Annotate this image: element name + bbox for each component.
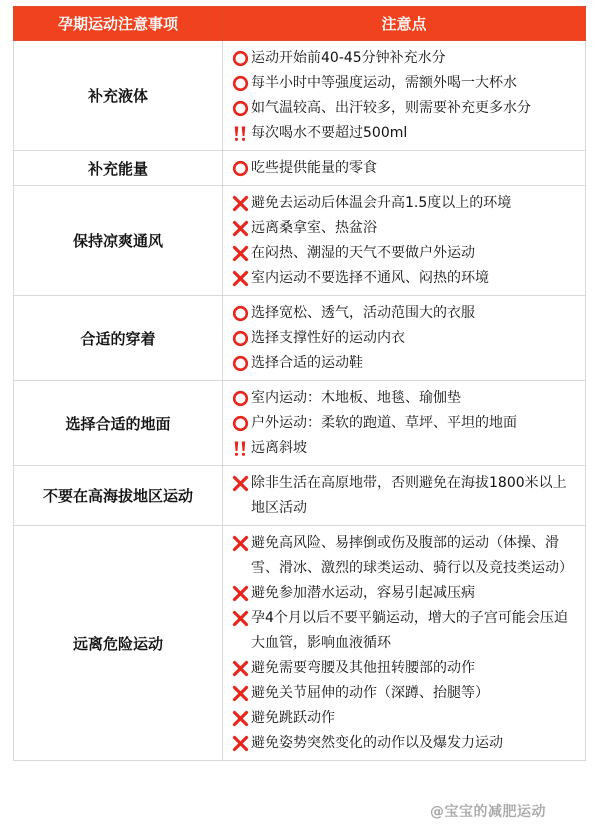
row-topic: 合适的穿着 (14, 296, 223, 381)
double-exclamation-icon (231, 436, 250, 461)
table-row (14, 466, 586, 526)
note-text: 运动开始前40-45分钟补充水分 (251, 50, 446, 66)
table-row (14, 151, 586, 186)
row-topic: 不要在高海拔地区运动 (14, 466, 223, 526)
note-item (231, 216, 577, 241)
note-text: 远离桑拿室、热盆浴 (251, 220, 377, 236)
row-topic: 补充液体 (14, 41, 223, 151)
note-text: 如气温较高、出汗较多，则需要补充更多水分 (251, 100, 531, 116)
note-item (231, 581, 577, 606)
note-text: 室内运动不要选择不通风、闷热的环境 (251, 270, 489, 286)
note-text: 在闷热、潮湿的天气不要做户外运动 (251, 245, 475, 261)
note-item (231, 656, 577, 681)
header-topic: 孕期运动注意事项 (14, 7, 223, 41)
note-item (231, 411, 577, 436)
table-row (14, 186, 586, 296)
circle-check-icon (231, 411, 250, 436)
note-text: 避免跳跃动作 (251, 710, 335, 726)
cross-icon (231, 606, 250, 631)
circle-check-icon (231, 351, 250, 376)
note-item (231, 71, 577, 96)
row-notes (223, 151, 586, 186)
table-body (14, 41, 586, 761)
note-item (231, 96, 577, 121)
note-text: 避免高风险、易摔倒或伤及腹部的运动（体操、滑雪、滑冰、激烈的球类运动、骑行以及竞技类运动） (251, 535, 573, 576)
note-item (231, 46, 577, 71)
header-row (14, 7, 586, 41)
circle-check-icon (231, 386, 250, 411)
note-item (231, 706, 577, 731)
cross-icon (231, 191, 250, 216)
cross-icon (231, 581, 250, 606)
row-topic: 补充能量 (14, 151, 223, 186)
note-item (231, 471, 577, 521)
note-item (231, 266, 577, 291)
table-row (14, 41, 586, 151)
note-text: 吃些提供能量的零食 (251, 160, 377, 176)
note-item (231, 326, 577, 351)
circle-check-icon (231, 46, 250, 71)
pregnancy-exercise-table (13, 6, 586, 761)
cross-icon (231, 656, 250, 681)
note-item (231, 436, 577, 461)
note-text: 除非生活在高原地带，否则避免在海拔1800米以上地区活动 (251, 475, 567, 516)
cross-icon (231, 266, 250, 291)
note-text: 避免需要弯腰及其他扭转腰部的动作 (251, 660, 475, 676)
table-row (14, 381, 586, 466)
circle-check-icon (231, 71, 250, 96)
note-item (231, 156, 577, 181)
note-text: 室内运动：木地板、地毯、瑜伽垫 (251, 390, 461, 406)
row-topic: 选择合适的地面 (14, 381, 223, 466)
circle-check-icon (231, 156, 250, 181)
note-item (231, 681, 577, 706)
note-text: 选择合适的运动鞋 (251, 355, 363, 371)
header-note: 注意点 (223, 7, 586, 41)
cross-icon (231, 241, 250, 266)
note-item (231, 531, 577, 581)
note-item (231, 606, 577, 656)
note-text: 避免关节屈伸的动作（深蹲、抬腿等） (251, 685, 489, 701)
cross-icon (231, 216, 250, 241)
note-item (231, 241, 577, 266)
note-text: 避免去运动后体温会升高1.5度以上的环境 (251, 195, 512, 211)
circle-check-icon (231, 96, 250, 121)
note-item (231, 731, 577, 756)
circle-check-icon (231, 301, 250, 326)
note-text: 远离斜坡 (251, 440, 307, 456)
note-item (231, 351, 577, 376)
note-text: 避免参加潜水运动，容易引起减压病 (251, 585, 475, 601)
row-notes (223, 41, 586, 151)
table-row (14, 526, 586, 761)
watermark: @宝宝的减肥运动 (430, 804, 546, 820)
note-item (231, 191, 577, 216)
note-text: 选择宽松、透气，活动范围大的衣服 (251, 305, 475, 321)
note-item (231, 301, 577, 326)
note-text: 孕4个月以后不要平躺运动，增大的子宫可能会压迫大血管，影响血液循环 (251, 610, 568, 651)
row-notes (223, 186, 586, 296)
row-notes (223, 381, 586, 466)
note-text: 户外运动：柔软的跑道、草坪、平坦的地面 (251, 415, 517, 431)
note-item (231, 386, 577, 411)
note-text: 每次喝水不要超过500ml (251, 125, 408, 141)
cross-icon (231, 471, 250, 496)
cross-icon (231, 531, 250, 556)
cross-icon (231, 706, 250, 731)
table-row (14, 296, 586, 381)
note-item (231, 121, 577, 146)
cross-icon (231, 731, 250, 756)
row-notes (223, 466, 586, 526)
row-notes (223, 296, 586, 381)
circle-check-icon (231, 326, 250, 351)
cross-icon (231, 681, 250, 706)
double-exclamation-icon (231, 121, 250, 146)
note-text: 每半小时中等强度运动，需额外喝一大杯水 (251, 75, 517, 91)
note-text: 避免姿势突然变化的动作以及爆发力运动 (251, 735, 503, 751)
note-text: 选择支撑性好的运动内衣 (251, 330, 405, 346)
row-topic: 保持凉爽通风 (14, 186, 223, 296)
row-topic: 远离危险运动 (14, 526, 223, 761)
row-notes (223, 526, 586, 761)
